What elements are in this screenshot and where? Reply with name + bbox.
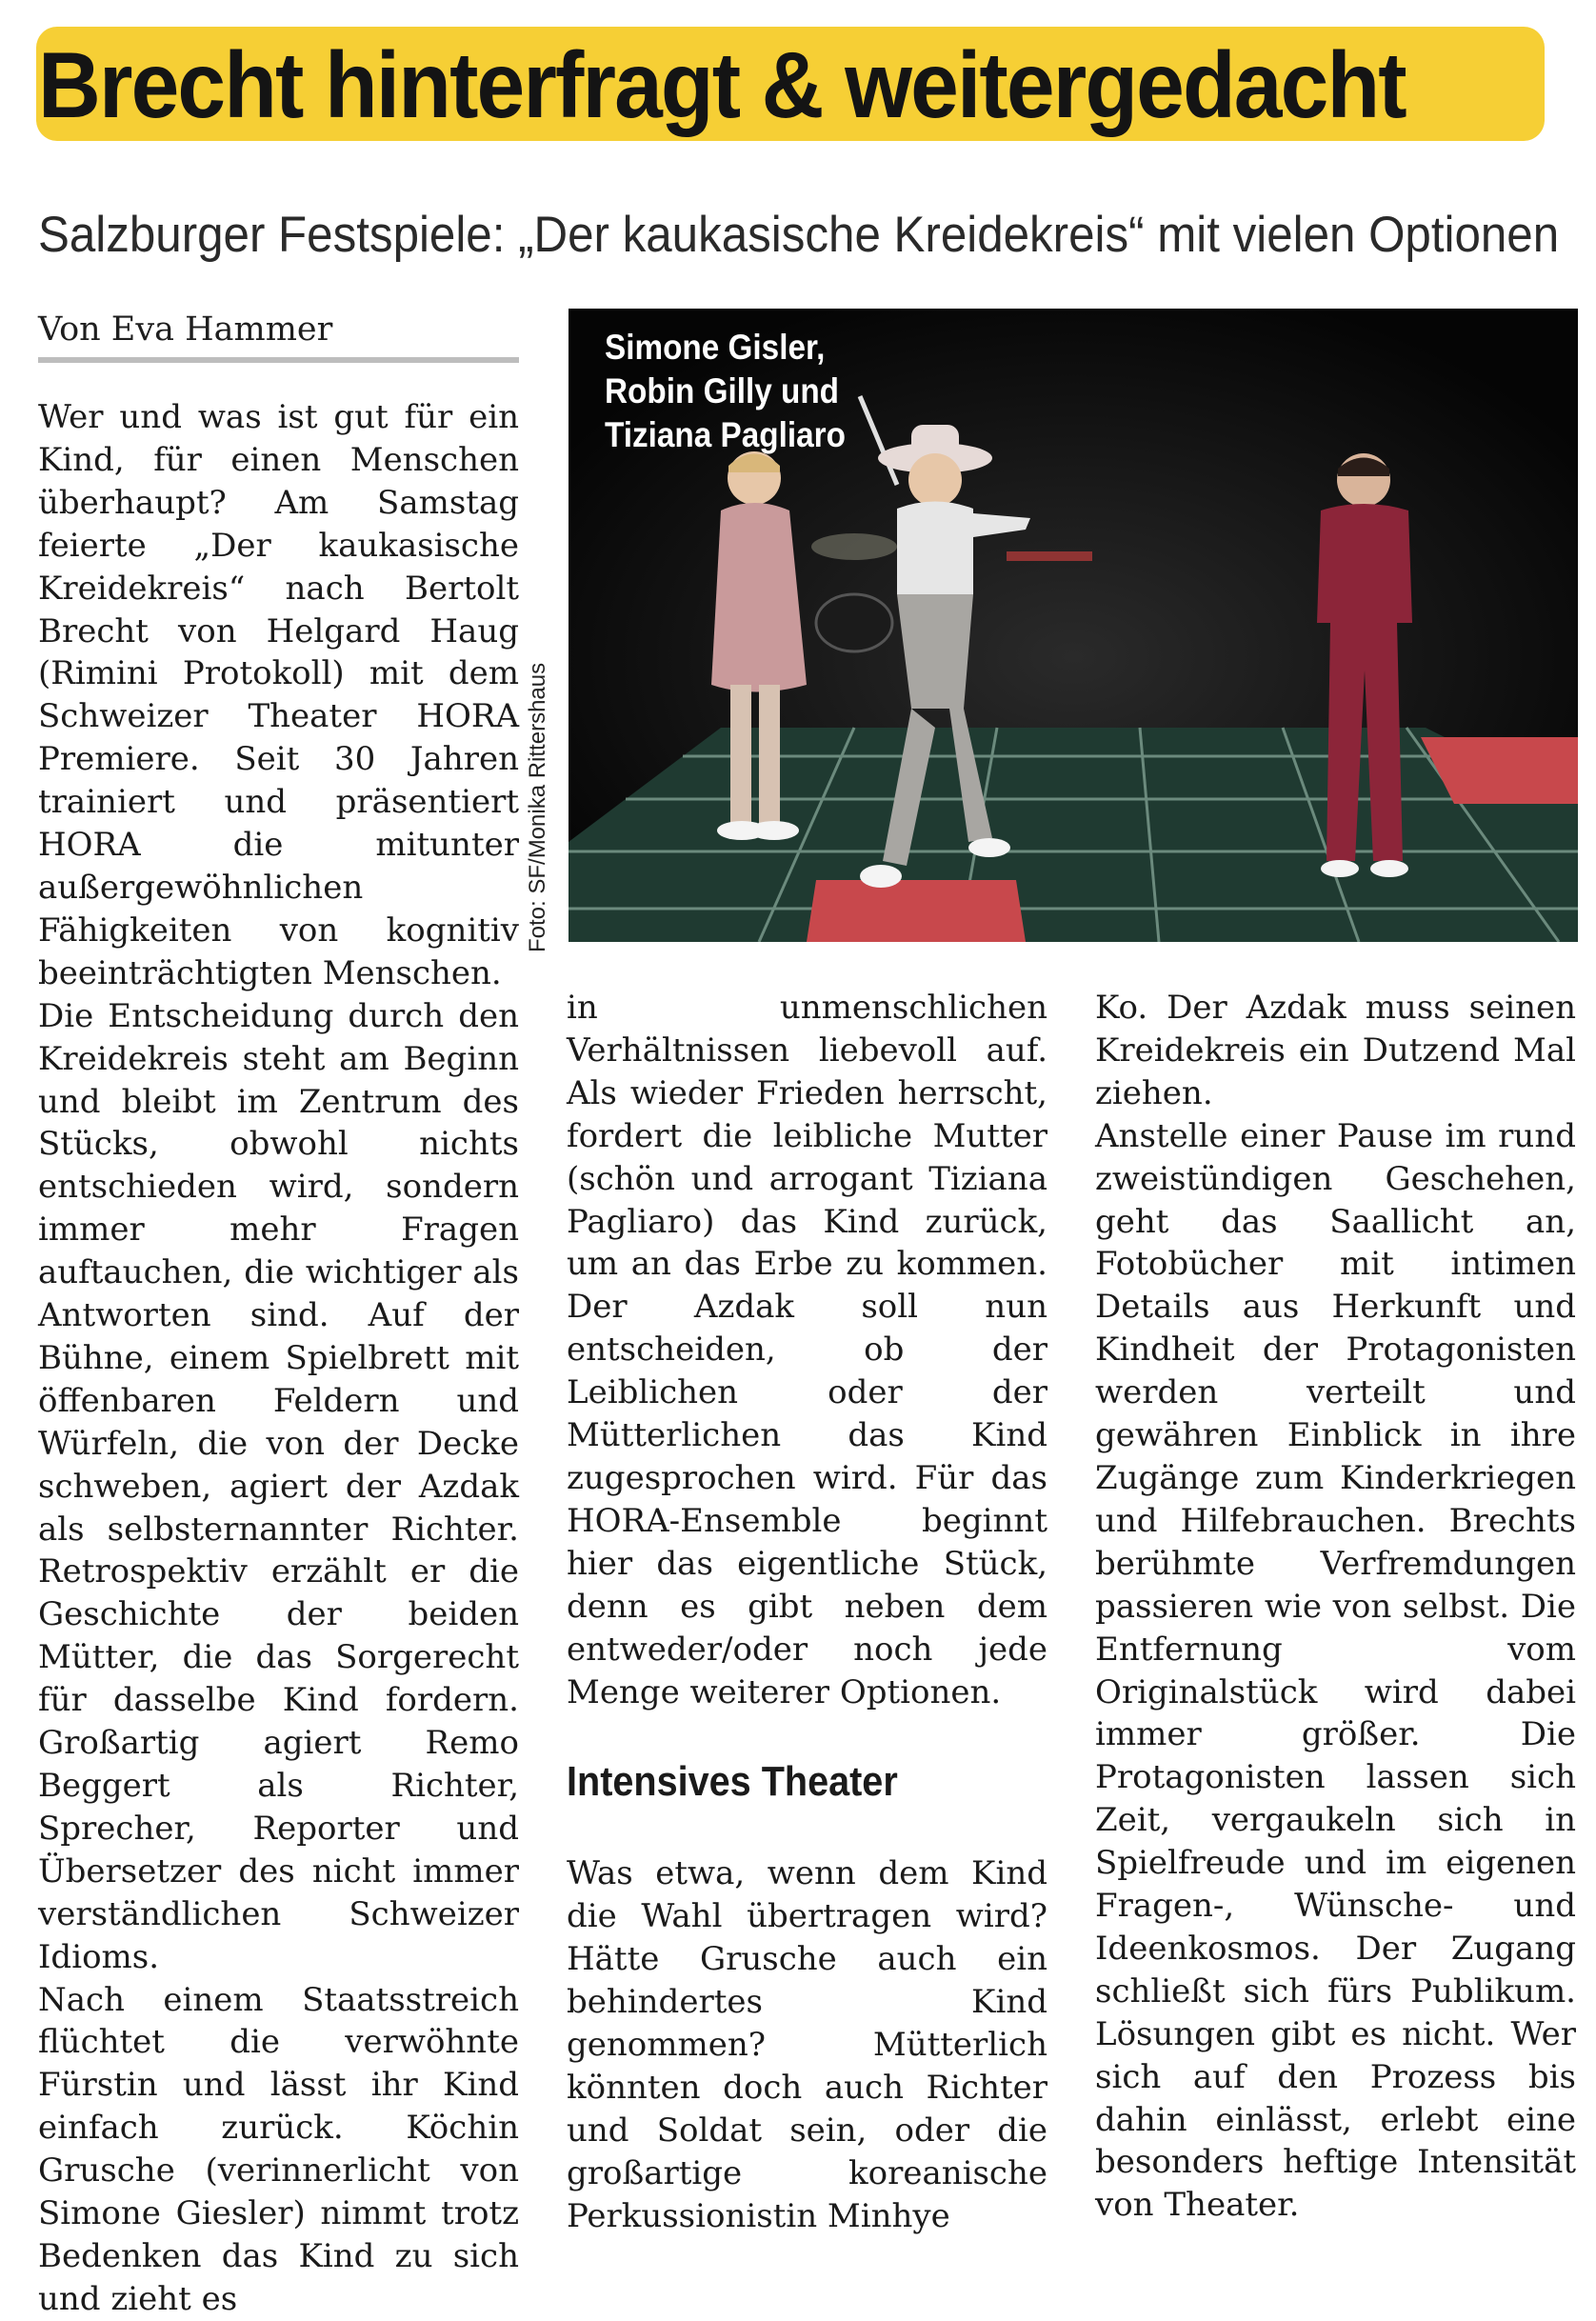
byline-divider (38, 357, 519, 363)
subtitle: Salzburger Festspiele: „Der kaukasische Kreidekreis“ mit vielen Optionen (38, 207, 1560, 263)
article-column-2 (567, 987, 1047, 2238)
paragraph: in unmenschlichen Verhältnissen liebevoll auf. Als wieder Frieden herrscht, fordert die leibliche Mutter (schön und arrogant Tiziana Pagliaro) das Kind zurück, um an das Erbe zu kommen. Der Azdak soll nun entscheiden, ob der Leiblichen oder der Mütterlichen das Kind zugesprochen wird. Für das HORA-Ensemble beginnt hier das eigentliche Stück, denn es gibt neben dem entweder/oder noch jede Menge weiterer Optionen. (567, 989, 1047, 1711)
article-column-3 (1095, 987, 1576, 2227)
byline: Von Eva Hammer (38, 310, 333, 349)
paragraph: Anstelle einer Pause im rund zweistündigen Geschehen, geht das Saallicht an, Fotobücher mit intimen Details aus Herkunft und Kindheit der Protagonisten werden verteilt und gewähren Einblick in ihre Zugänge zum Kinderkriegen und Hilfebrauchen. Brechts berühmte Verfremdungen passieren wie von selbst. Die Entfernung vom Originalstück wird dabei immer größer. Die Protagonisten lassen sich Zeit, vergaukeln sich in Spielfreude und im eigenen Fragen-, Wünsche- und Ideenkosmos. Der Zugang schließt sich fürs Publikum. Lösungen gibt es nicht. Wer sich auf den Prozess bis dahin einlässt, erlebt eine besonders heftige Intensität von Theater. (1095, 1116, 1576, 2225)
photo-caption: Simone Gisler, Robin Gilly und Tiziana Pagliaro (605, 328, 846, 454)
red-floor-tile (807, 880, 1026, 942)
paragraph: Was etwa, wenn dem Kind die Wahl übertragen wird? Hätte Grusche auch ein behindertes Kind genommen? Mütterlich könnten doch auch Richter und Soldat sein, oder die großartige koreanische Perkussionistin Minhye (567, 1854, 1047, 2235)
stage-photo (569, 309, 1578, 942)
headline: Brecht hinterfragt & weitergedacht (38, 32, 1406, 137)
paragraph: Nach einem Staatsstreich flüchtet die verwöhnte Fürstin und lässt ihr Kind einfach zurück. Köchin Grusche (verinnerlicht von Simone Giesler) nimmt trotz Bedenken das Kind zu sich und zieht es (38, 1980, 519, 2318)
article-column-1 (38, 396, 519, 2321)
paragraph: Wer und was ist gut für ein Kind, für einen Menschen überhaupt? Am Samstag feierte „Der kaukasische Kreidekreis“ nach Bertolt Brecht von Helgard Haug (Rimini Protokoll) mit dem Schweizer Theater HORA Premiere. Seit 30 Jahren trainiert und präsentiert HORA die mitunter außergewöhnlichen Fähigkeiten von kognitiv beeinträchtigten Menschen. (38, 398, 519, 992)
photo-credit: Foto: SF/Monika Rittershaus (525, 662, 550, 952)
paragraph: Die Entscheidung durch den Kreidekreis steht am Beginn und bleibt im Zentrum des Stücks, obwohl nichts entschieden wird, sondern immer mehr Fragen auftauchen, die wichtiger als Antworten sind. Auf der Bühne, einem Spielbrett mit öffenbaren Feldern und Würfeln, die von der Decke schweben, agiert der Azdak als selbsternannter Richter. Retrospektiv erzählt er die Geschichte der beiden Mütter, die das Sorgerecht für dasselbe Kind fordern. Großartig agiert Remo Beggert als Richter, Sprecher, Reporter und Übersetzer des nicht immer verständlichen Schweizer Idioms. (38, 996, 519, 1976)
section-subheading: Intensives Theater (567, 1758, 898, 1806)
paragraph: Ko. Der Azdak muss seinen Kreidekreis ein Dutzend Mal ziehen. (1095, 989, 1576, 1112)
